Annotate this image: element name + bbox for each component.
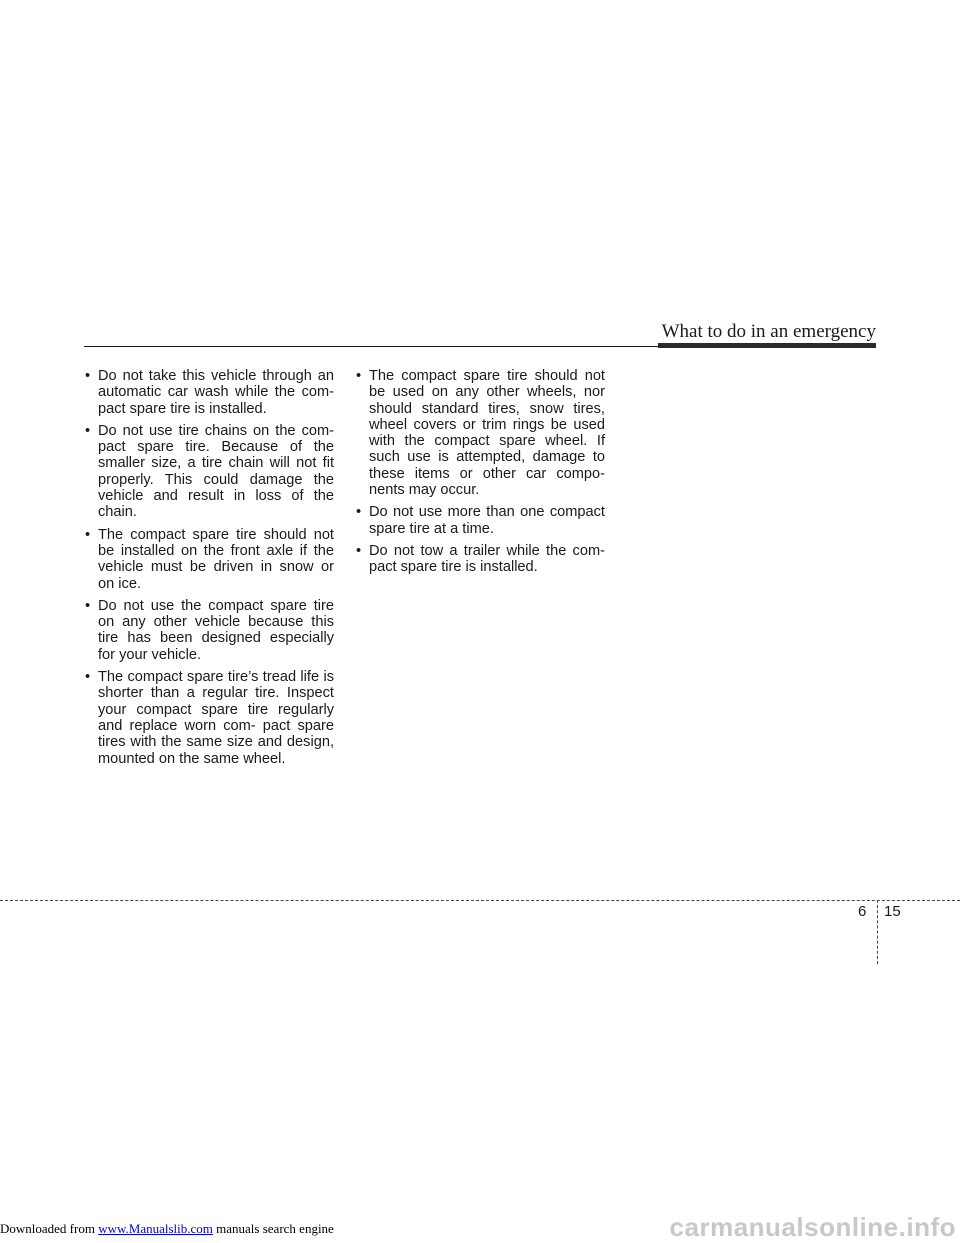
list-item-text: The compact spare tire’s tread life is shorter than a regular tire. Inspect your compact spare tire regularly and replace worn com- pact spare tires with the same size and design, mounted on the same wheel.	[98, 669, 334, 767]
list-item-text: The compact spare tire should not be installed on the front axle if the vehicle must be driven in snow or on ice.	[98, 526, 334, 592]
bullet-icon: •	[356, 542, 362, 559]
bullet-icon: •	[85, 526, 91, 543]
bullet-icon: •	[85, 669, 91, 686]
left-column	[82, 368, 334, 773]
bullet-icon: •	[85, 597, 91, 614]
page-chapter: 6	[858, 903, 867, 920]
bullet-icon: •	[85, 368, 91, 384]
list-item	[82, 669, 334, 767]
download-prefix: Downloaded from	[0, 1221, 99, 1236]
list-item	[353, 504, 605, 537]
header-title: What to do in an emergency	[661, 321, 876, 342]
list-item-text: Do not tow a trailer while the com- pact spare tire is installed.	[369, 542, 605, 576]
list-item	[82, 527, 334, 592]
bullet-icon: •	[356, 504, 362, 521]
list-item-text: Do not use tire chains on the com- pact spare tire. Because of the smaller size, a tire chain will not fit properly. This could damage the vehicle and result in loss of the chain.	[98, 422, 334, 521]
footer-vertical-rule	[877, 900, 878, 964]
download-line	[0, 1221, 334, 1237]
list-item-text: Do not use more than one compact spare tire at a time.	[369, 504, 605, 537]
bullet-icon: •	[85, 422, 91, 439]
watermark: carmanualsonline.info	[669, 1212, 956, 1242]
footer-dashed-rule	[0, 900, 960, 901]
list-item	[353, 368, 605, 498]
list-item	[82, 598, 334, 663]
list-item	[82, 423, 334, 521]
right-column	[353, 368, 605, 582]
page-number: 15	[884, 903, 901, 920]
list-item-text: Do not take this vehicle through an automatic car wash while the com- pact spare tire is installed.	[98, 368, 334, 417]
list-item	[82, 368, 334, 417]
list-item-text: The compact spare tire should not be used on any other wheels, nor should standard tires, snow tires, wheel covers or trim rings be used with the compact spare wheel. If such use is attempted, damage to these items or other car compo- nents may occur.	[369, 368, 605, 499]
manualslib-link[interactable]: www.Manualslib.com	[98, 1221, 213, 1236]
header-bar	[658, 343, 876, 348]
bullet-icon: •	[356, 368, 362, 384]
list-item-text: Do not use the compact spare tire on any other vehicle because this tire has been designed especially for your vehicle.	[98, 597, 334, 663]
download-suffix: manuals search engine	[212, 1221, 334, 1236]
list-item	[353, 543, 605, 576]
